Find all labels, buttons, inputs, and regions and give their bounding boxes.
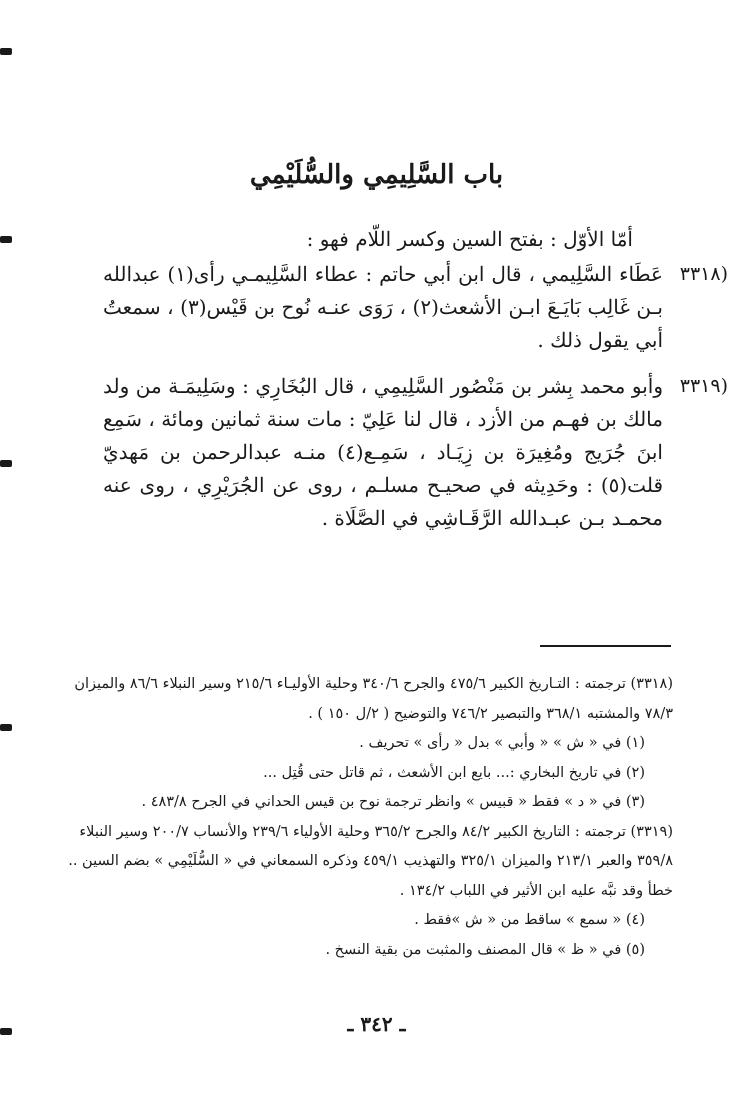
- intro-line: أمّا الأوّل : بفتح السين وكسر اللّام فهو :: [306, 227, 633, 251]
- page-title: باب السَّلِيمِي والسُّلَيْمِي: [249, 160, 504, 190]
- entry-text: وأبو محمد بِشر بن مَنْصُور السَّلِيمِي ، قال البُخَارِي : وسَلِيمَـة من ولد مالك بن فهـم من الأزد ، قال لنا عَلِيّ : مات سنة ثمانين ومائة ، سَمِع ابنَ جُرَيج ومُغِيرَة بن زِيَـاد ، سَمِـع(٤) منـه عبدالرحمن بن مَهديّ قلت(٥) : وحَدِيثه في صحيـح مسلـم ، روى عن الجُرَيْرِي ، روى عنه محمـد بـن عبـدالله الرَّقَـاشِي في الصَّلَاة .: [103, 374, 663, 530]
- page-number: ـ ٣٤٢ ـ: [347, 1012, 406, 1036]
- entry-text: عَطَاء السَّلِيمي ، قال ابن أبي حاتم : عطاء السَّلِيمـي رأى(١) عبدالله بـن غَالِب بَايَـعَ ابـن الأشعث(٢) ، رَوَى عنـه نُوح بن قَيْس(٣) ، سمعتُ أبي يقول ذلك .: [103, 262, 663, 352]
- entry-number: (٣٣١٨: [679, 263, 728, 285]
- entry-number: (٣٣١٩: [679, 375, 728, 397]
- footnote: (٣) في « د » فقط « قبيس » وانظر ترجمة نوح بن قيس الحداني في الجرح ٤٨٣/٨ .: [141, 794, 645, 810]
- footnote-rule: [540, 645, 671, 647]
- footnote-biography: (٣٣١٩) ترجمته : التاريخ الكبير ٨٤/٢ والجرح ٣٦٥/٢ وحلية الأولياء ٢٣٩/٦ والأنساب ٢٠٠/٧ وسير النبلاء ٣٥٩/٨ والعبر ٢١٣/١ والميزان ٣٢٥/١ والتهذيب ٤٥٩/١ وذكره السمعاني في « السُّلَيْمِي » بضم السين .. خطأ وقد نبَّه عليه ابن الأثير في اللباب ١٣٤/٢ .: [68, 823, 673, 899]
- footnotes: [63, 670, 673, 965]
- entry-3318: [103, 258, 728, 357]
- footnote: (٤) « سمع » ساقط من « ش »فقط .: [414, 912, 645, 928]
- footnote: (٥) في « ظ » قال المصنف والمثبت من بقية النسخ .: [325, 941, 645, 958]
- footnote-biography: (٣٣١٨) ترجمته : التـاريخ الكبير ٤٧٥/٦ والجرح ٣٤٠/٦ وحلية الأوليـاء ٢١٥/٦ وسير النبلاء ٨٦/٦ والميزان ٧٨/٣ والمشتبه ٣٦٨/١ والتبصير ٧٤٦/٢ والتوضيح ( ٢/ل ١٥٠ ) .: [74, 676, 673, 722]
- footnote: (٢) في تاريخ البخاري :... بايع ابن الأشعث ، ثم قاتل حتى قُتِل ...: [263, 764, 645, 781]
- footnote: (١) في « ش » « وأبي » بدل « رأى » تحريف .: [359, 735, 645, 751]
- entry-3319: [103, 370, 728, 535]
